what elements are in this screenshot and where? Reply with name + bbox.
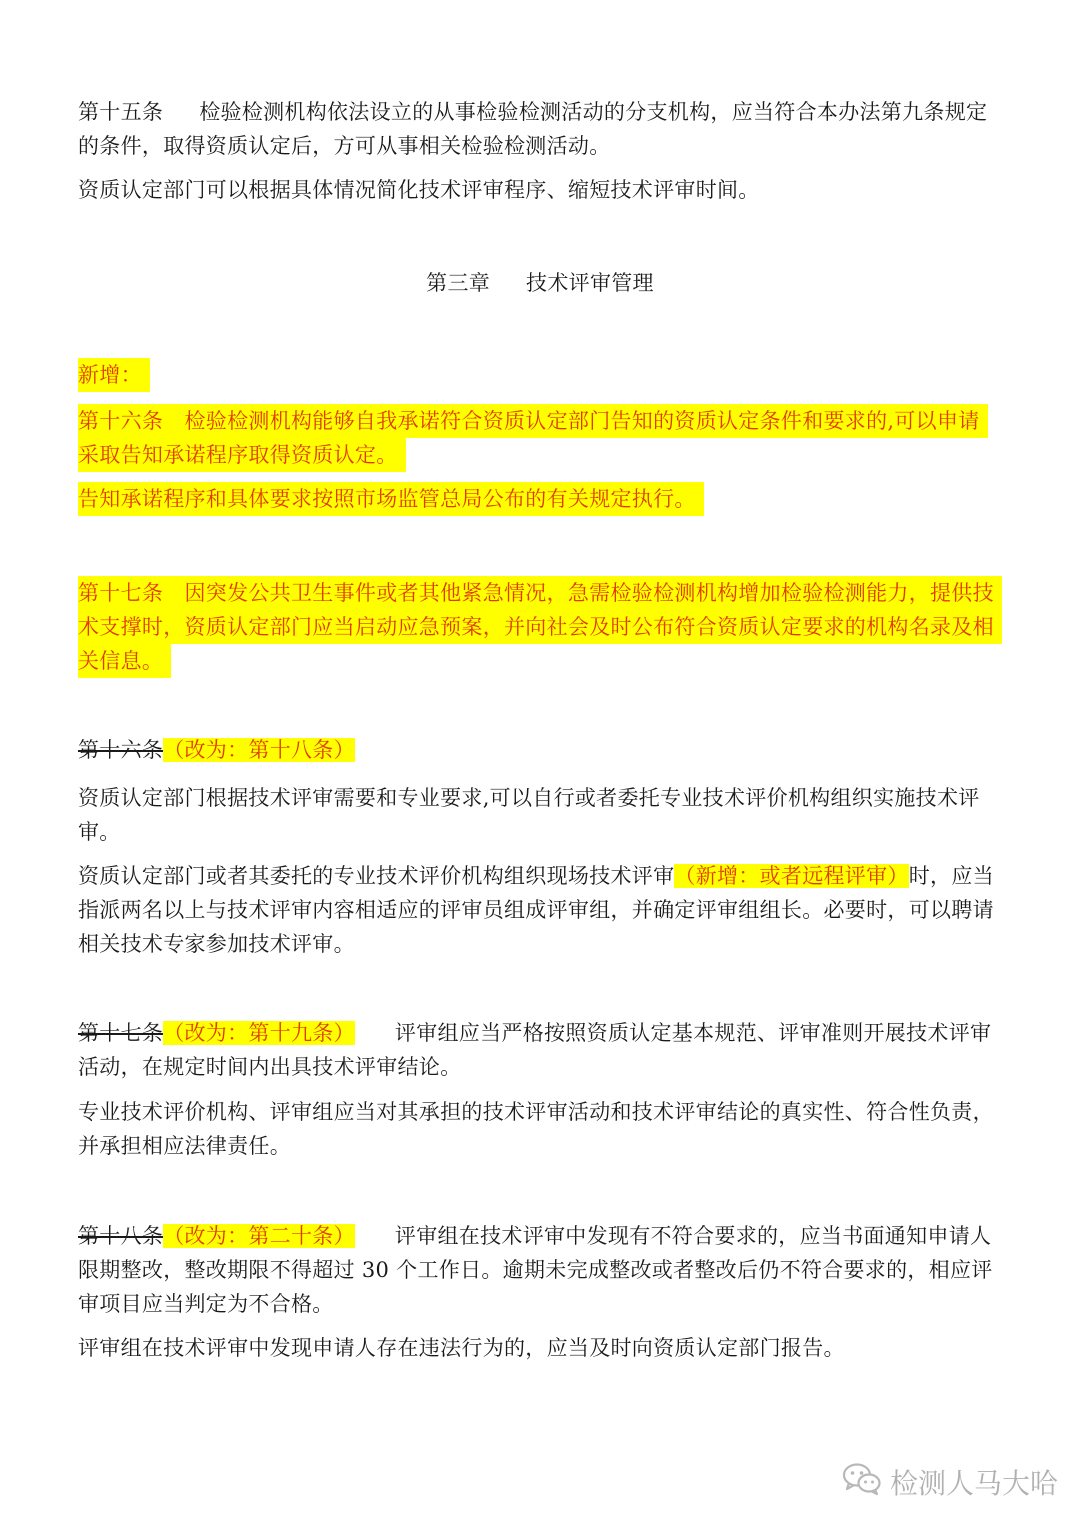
old-article-17-new-label: （改为：第十九条） — [163, 1021, 355, 1045]
new-article-16-line1: 第十六条 检验检测机构能够自我承诺符合资质认定部门告知的资质认定条件和要求的,可以申请 — [78, 404, 988, 438]
old-article-17-label: 第十七条 — [78, 1021, 164, 1045]
old-article-18-label: 第十八条 — [78, 1224, 164, 1248]
chapter-heading — [0, 266, 1080, 300]
article-15-para2 — [78, 173, 1002, 207]
watermark — [842, 1458, 1062, 1506]
old-article-17-line1: 评审组应当严格按照资质认定基本规范、评审准则开展技术评审 — [394, 1021, 992, 1045]
old-article-18-para2 — [78, 1331, 1002, 1365]
old-article-16-para1-line1: 资质认定部门根据技术评审需要和专业要求,可以自行或者委托专业技术评价机构组织实施技术评 — [78, 786, 980, 810]
old-article-18-line3: 审项目应当判定为不合格。 — [78, 1292, 334, 1316]
article-15 — [78, 95, 1002, 163]
old-article-16-para1-line2: 审。 — [78, 820, 121, 844]
new-article-17-line3: 关信息。 — [78, 644, 171, 678]
article-15-para2-text: 资质认定部门可以根据具体情况简化技术评审程序、缩短技术评审时间。 — [78, 178, 760, 202]
old-article-18-line2: 限期整改，整改期限不得超过 30 个工作日。逾期未完成整改或者整改后仍不符合要求的，相应评 — [78, 1258, 993, 1282]
old-article-16-new-label: （改为：第十八条） — [163, 738, 355, 762]
old-article-17-line2: 活动，在规定时间内出具技术评审结论。 — [78, 1055, 462, 1079]
wechat-icon — [842, 1462, 882, 1503]
old-article-18-new-label: （改为：第二十条） — [163, 1224, 355, 1248]
old-article-16-para2-line2: 指派两名以上与技术评审内容相适应的评审员组成评审组，并确定评审组组长。必要时，可以聘请 — [78, 898, 994, 922]
old-article-17-para2 — [78, 1095, 1002, 1163]
old-article-17-para2-line2: 并承担相应法律责任。 — [78, 1134, 291, 1158]
new-tag-text: 新增： — [78, 358, 150, 392]
old-article-16-para1 — [78, 781, 1002, 849]
new-article-16-line2: 采取告知承诺程序取得资质认定。 — [78, 438, 406, 472]
old-article-16-para2-insert: （新增：或者远程评审） — [674, 864, 909, 888]
chapter-title: 技术评审管理 — [526, 271, 654, 295]
article-15-text-line1: 检验检测机构依法设立的从事检验检测活动的分支机构，应当符合本办法第九条规定 — [199, 100, 988, 124]
new-tag — [78, 358, 1002, 392]
old-article-17 — [78, 1016, 1002, 1084]
article-15-text-line2: 的条件，取得资质认定后，方可从事相关检验检测活动。 — [78, 134, 611, 158]
old-article-16-para2 — [78, 859, 1002, 961]
old-article-16-para2-line3: 相关技术专家参加技术评审。 — [78, 932, 355, 956]
old-article-18-line1: 评审组在技术评审中发现有不符合要求的，应当书面通知申请人 — [394, 1224, 992, 1248]
old-article-16-para2-after: 时，应当 — [908, 864, 994, 888]
old-article-18-para2-text: 评审组在技术评审中发现申请人存在违法行为的，应当及时向资质认定部门报告。 — [78, 1336, 845, 1360]
new-article-16-para2 — [78, 482, 1002, 516]
new-article-17-line1: 第十七条 因突发公共卫生事件或者其他紧急情况，急需检验检测机构增加检验检测能力，提供技 — [78, 576, 1002, 610]
article-15-label: 第十五条 — [78, 100, 164, 124]
old-article-16-heading — [78, 733, 1002, 767]
new-article-17 — [78, 576, 1002, 678]
chapter-number: 第三章 — [426, 271, 491, 295]
new-article-16-para2-text: 告知承诺程序和具体要求按照市场监管总局公布的有关规定执行。 — [78, 482, 704, 516]
old-article-16-label: 第十六条 — [78, 738, 164, 762]
new-article-16 — [78, 404, 1002, 472]
old-article-16-para2-before: 资质认定部门或者其委托的专业技术评价机构组织现场技术评审 — [78, 864, 675, 888]
watermark-text: 检测人马大哈 — [890, 1467, 1059, 1500]
old-article-17-para2-line1: 专业技术评价机构、评审组应当对其承担的技术评审活动和技术评审结论的真实性、符合性负责， — [78, 1100, 994, 1124]
old-article-18 — [78, 1219, 1002, 1321]
new-article-17-line2: 术支撑时，资质认定部门应当启动应急预案，并向社会及时公布符合资质认定要求的机构名录及相 — [78, 610, 1002, 644]
